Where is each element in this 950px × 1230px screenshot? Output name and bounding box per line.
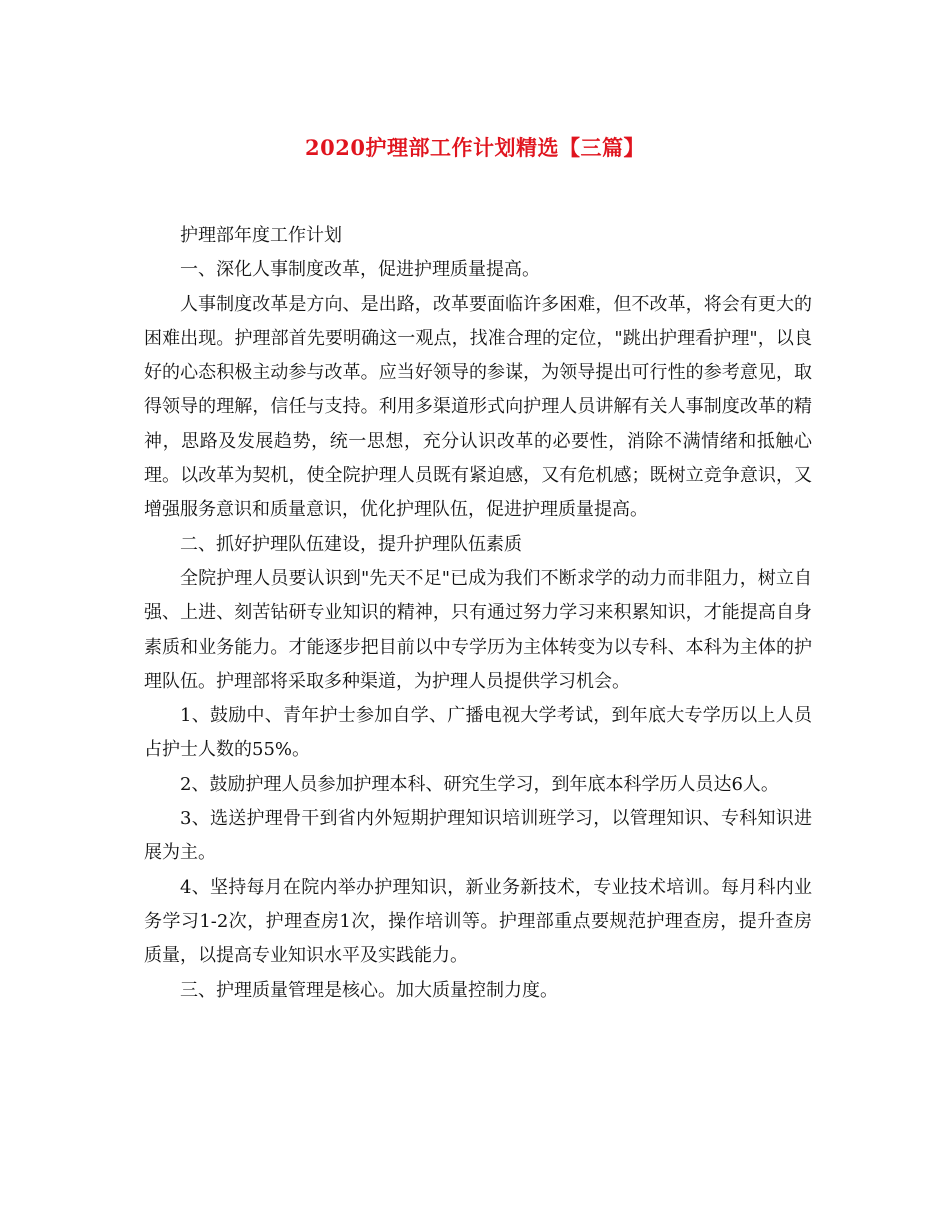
list-item: 3、选送护理骨干到省内外短期护理知识培训班学习，以管理知识、专科知识进展为主。 bbox=[144, 808, 812, 864]
body-paragraph: 人事制度改革是方向、是出路，改革要面临许多困难，但不改革，将会有更大的困难出现。护理部首先要明确这一观点，找准合理的定位，"跳出护理看护理"，以良好的心态积极主动参与改革。应当好领导的参谋，为领导提出可行性的参考意见，取得领导的理解，信任与支持。利用多渠道形式向护理人员讲解有关人事制度改革的精神，思路及发展趋势，统一思想，充分认识改革的必要性，消除不满情绪和抵触心理。以改革为契机，使全院护理人员既有紧迫感，又有危机感；既树立竞争意识，又增强服务意识和质量意识，优化护理队伍，促进护理质量提高。 bbox=[144, 293, 812, 521]
document-title: 2020护理部工作计划精选【三篇】 bbox=[305, 135, 645, 160]
list-item: 1、鼓励中、青年护士参加自学、广播电视大学考试，到年底大专学历以上人员占护士人数的55%。 bbox=[144, 705, 812, 761]
document-body bbox=[144, 219, 812, 1008]
body-paragraph: 全院护理人员要认识到"先天不足"已成为我们不断求学的动力而非阻力，树立自强、上进、刻苦钻研专业知识的精神，只有通过努力学习来积累知识，才能提高自身素质和业务能力。才能逐步把目前以中专学历为主体转变为以专科、本科为主体的护理队伍。护理部将采取多种渠道，为护理人员提供学习机会。 bbox=[144, 567, 812, 692]
section-heading: 护理部年度工作计划 bbox=[180, 225, 342, 246]
list-item: 4、坚持每月在院内举办护理知识，新业务新技术，专业技术培训。每月科内业务学习1-2次，护理查房1次，操作培训等。护理部重点要规范护理查房，提升查房质量，以提高专业知识水平及实践能力。 bbox=[144, 876, 812, 967]
section-heading: 三、护理质量管理是核心。加大质量控制力度。 bbox=[180, 979, 558, 1001]
list-item: 2、鼓励护理人员参加护理本科、研究生学习，到年底本科学历人员达6人。 bbox=[180, 773, 779, 795]
section-heading: 二、抓好护理队伍建设，提升护理队伍素质 bbox=[180, 533, 522, 555]
section-heading: 一、深化人事制度改革，促进护理质量提高。 bbox=[180, 259, 540, 281]
